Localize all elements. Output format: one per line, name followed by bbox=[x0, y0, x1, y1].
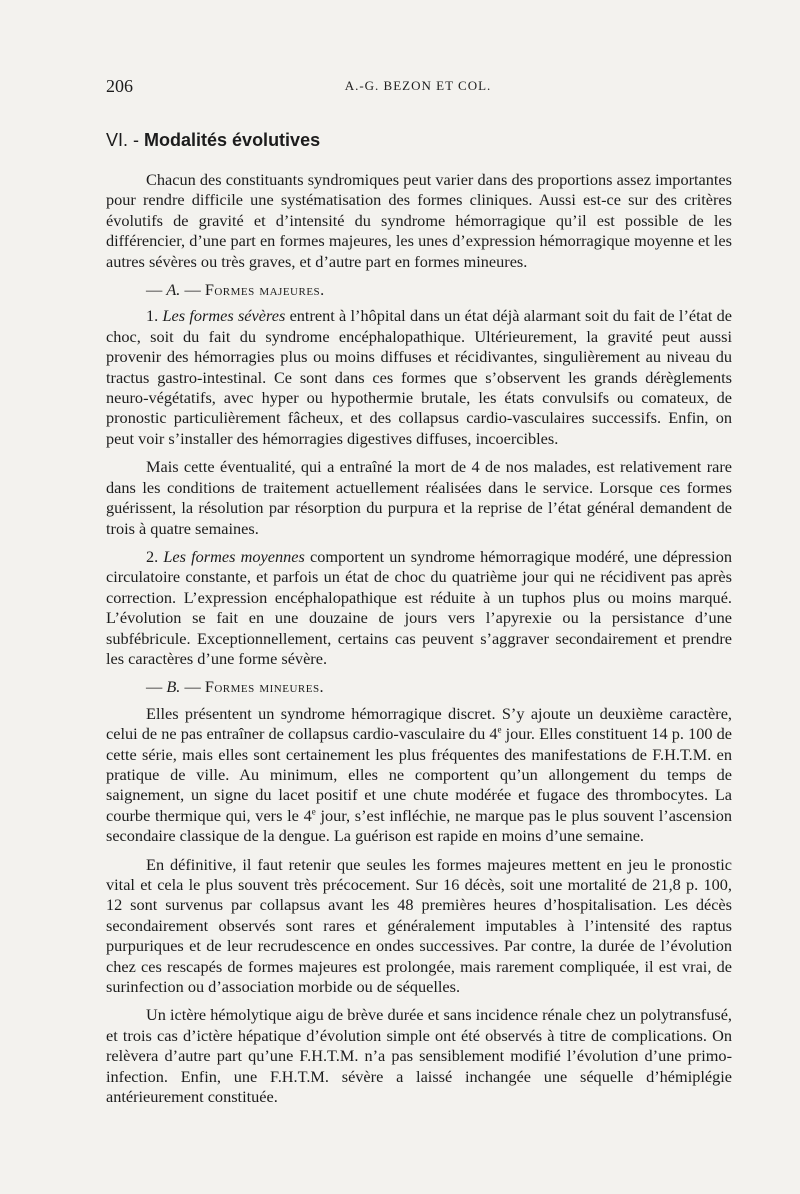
paragraph-text: jour. Elles constituent 14 p. 100 de cette série, mais elles sont certainement les plus fréquentes des manifestations de F.H.T.M. en pratique de ville. Au minimum, elles ne comportent qu’un allongement du temps de saignement, un signe du lacet positif et une chute modérée et fugace des thrombocytes. La courbe thermique qui, vers le 4 bbox=[106, 724, 732, 825]
paragraph-en-definitive: En définitive, il faut retenir que seules les formes majeures mettent en jeu le pronostic vital et cela le plus souvent très précocement. Sur 16 décès, soit une mortalité de 21,8 p. 100, 12 sont survenus par collapsus avant les 48 premières heures d’hospitalisation. Les décès secondairement observés sont rares et généralement imputables à l’intensité des raptus purpuriques et de leur recrudescence en ondes successives. Par contre, la durée de l’évolution chez ces rescapés de formes majeures est prolongée, mais rarement compliquée, il est vrai, de surinfection ou d’association morbide ou de séquelles. bbox=[106, 854, 732, 997]
paragraph-formes-severes bbox=[106, 306, 732, 449]
paragraph-intro: Chacun des constituants syndromiques peut varier dans des proportions assez importantes pour rendre difficile une systématisation des formes cliniques. Aussi est-ce sur des critères évolutifs de gravité et d’intensité du syndrome hémorragique qu’il est possible de les différencier, d’une part en formes majeures, les unes d’expression hémorragique moyenne et les autres sévères ou très graves, et d’autre part en formes mineures. bbox=[106, 170, 732, 271]
section-heading bbox=[106, 130, 320, 151]
page-number: 206 bbox=[106, 76, 133, 96]
subheading-dash: — bbox=[184, 280, 201, 300]
subheading-label: Formes mineures. bbox=[204, 677, 325, 697]
superscript: e bbox=[497, 724, 502, 735]
running-head: A.-G. BEZON ET COL. bbox=[344, 78, 492, 93]
paragraph-formes-mineures bbox=[106, 704, 732, 847]
paragraph-text: entrent à l’hôpital dans un état déjà alarmant soit du fait de l’état de choc, soit du fait du syndrome encéphalopathique. Ultérieurement, la gravité peut aussi provenir des hémorragies plus ou moins diffuses et récidivantes, singulièrement au niveau du tractus gastro-intestinal. Ce sont dans ces formes que s’observent les grands dérèglements neuro-végétatifs, avec hyper ou hypothermie brutale, les états convulsifs ou comateux, de pronostic particulièrement fâcheux, et des collapsus cardio-vasculaires successifs. Enfin, on peut voir s’installer des hémorragies digestives diffuses, incoercibles. bbox=[106, 306, 732, 448]
subheading-letter: A. bbox=[166, 280, 181, 300]
paragraph-text: comportent un syndrome hémorragique modéré, une dépression circulatoire constante, et parfois un état de choc du quatrième jour qui ne récidivent pas après correction. L’expression encéphalopathique est réduite à un tuphos plus ou moins marqué. L’évolution se fait en une douzaine de jours vers l’apyrexie ou la persistance d’une subfébricule. Exceptionnellement, certains cas peuvent s’aggraver secondairement et prendre les caractères d’une forme sévère. bbox=[106, 546, 732, 668]
subheading-dash: — bbox=[146, 280, 163, 300]
paragraph-eventualite: Mais cette éventualité, qui a entraîné la mort de 4 de nos malades, est relativement rare dans les conditions de traitement actuellement réalisées dans le service. Lorsque ces formes guérissent, la résolution par résorption du purpura et la reprise de l’état général demandent de trois à quatre semaines. bbox=[106, 457, 732, 538]
italic-term: Les formes moyennes bbox=[163, 546, 305, 566]
subheading-formes-majeures bbox=[106, 280, 732, 300]
subheading-label: Formes majeures. bbox=[204, 280, 325, 300]
list-number: 2. bbox=[146, 546, 159, 566]
italic-term: Les formes sévères bbox=[162, 306, 286, 326]
subheading-letter: B. bbox=[166, 677, 181, 697]
section-title: Modalités évolutives bbox=[144, 130, 321, 150]
superscript: e bbox=[311, 806, 316, 817]
article-body bbox=[106, 170, 732, 1115]
subheading-dash: — bbox=[184, 677, 201, 697]
list-number: 1. bbox=[146, 306, 159, 326]
paragraph-text: jour, s’est infléchie, ne marque pas le plus souvent l’ascension secondaire classique de la dengue. La guérison est rapide en moins d’une semaine. bbox=[106, 805, 732, 846]
subheading-formes-mineures bbox=[106, 677, 732, 697]
page-header bbox=[106, 76, 730, 100]
subheading-dash: — bbox=[146, 677, 163, 697]
paragraph-text: Elles présentent un syndrome hémorragique discret. S’y ajoute un deuxième caractère, celui de ne pas entraîner de collapsus cardio-vasculaire du 4 bbox=[106, 703, 732, 744]
paragraph-formes-moyennes bbox=[106, 547, 732, 669]
paragraph-complications: Un ictère hémolytique aigu de brève durée et sans incidence rénale chez un polytransfusé, et trois cas d’ictère hépatique d’évolution simple ont été observés à titre de complications. On relèvera d’autre part qu’une F.H.T.M. n’a pas sensiblement modifié l’évolution d’une primo-infection. Enfin, une F.H.T.M. sévère a laissé inchangée une séquelle d’hémiplégie antérieurement constituée. bbox=[106, 1005, 732, 1107]
section-number: VI. - bbox=[106, 130, 140, 150]
